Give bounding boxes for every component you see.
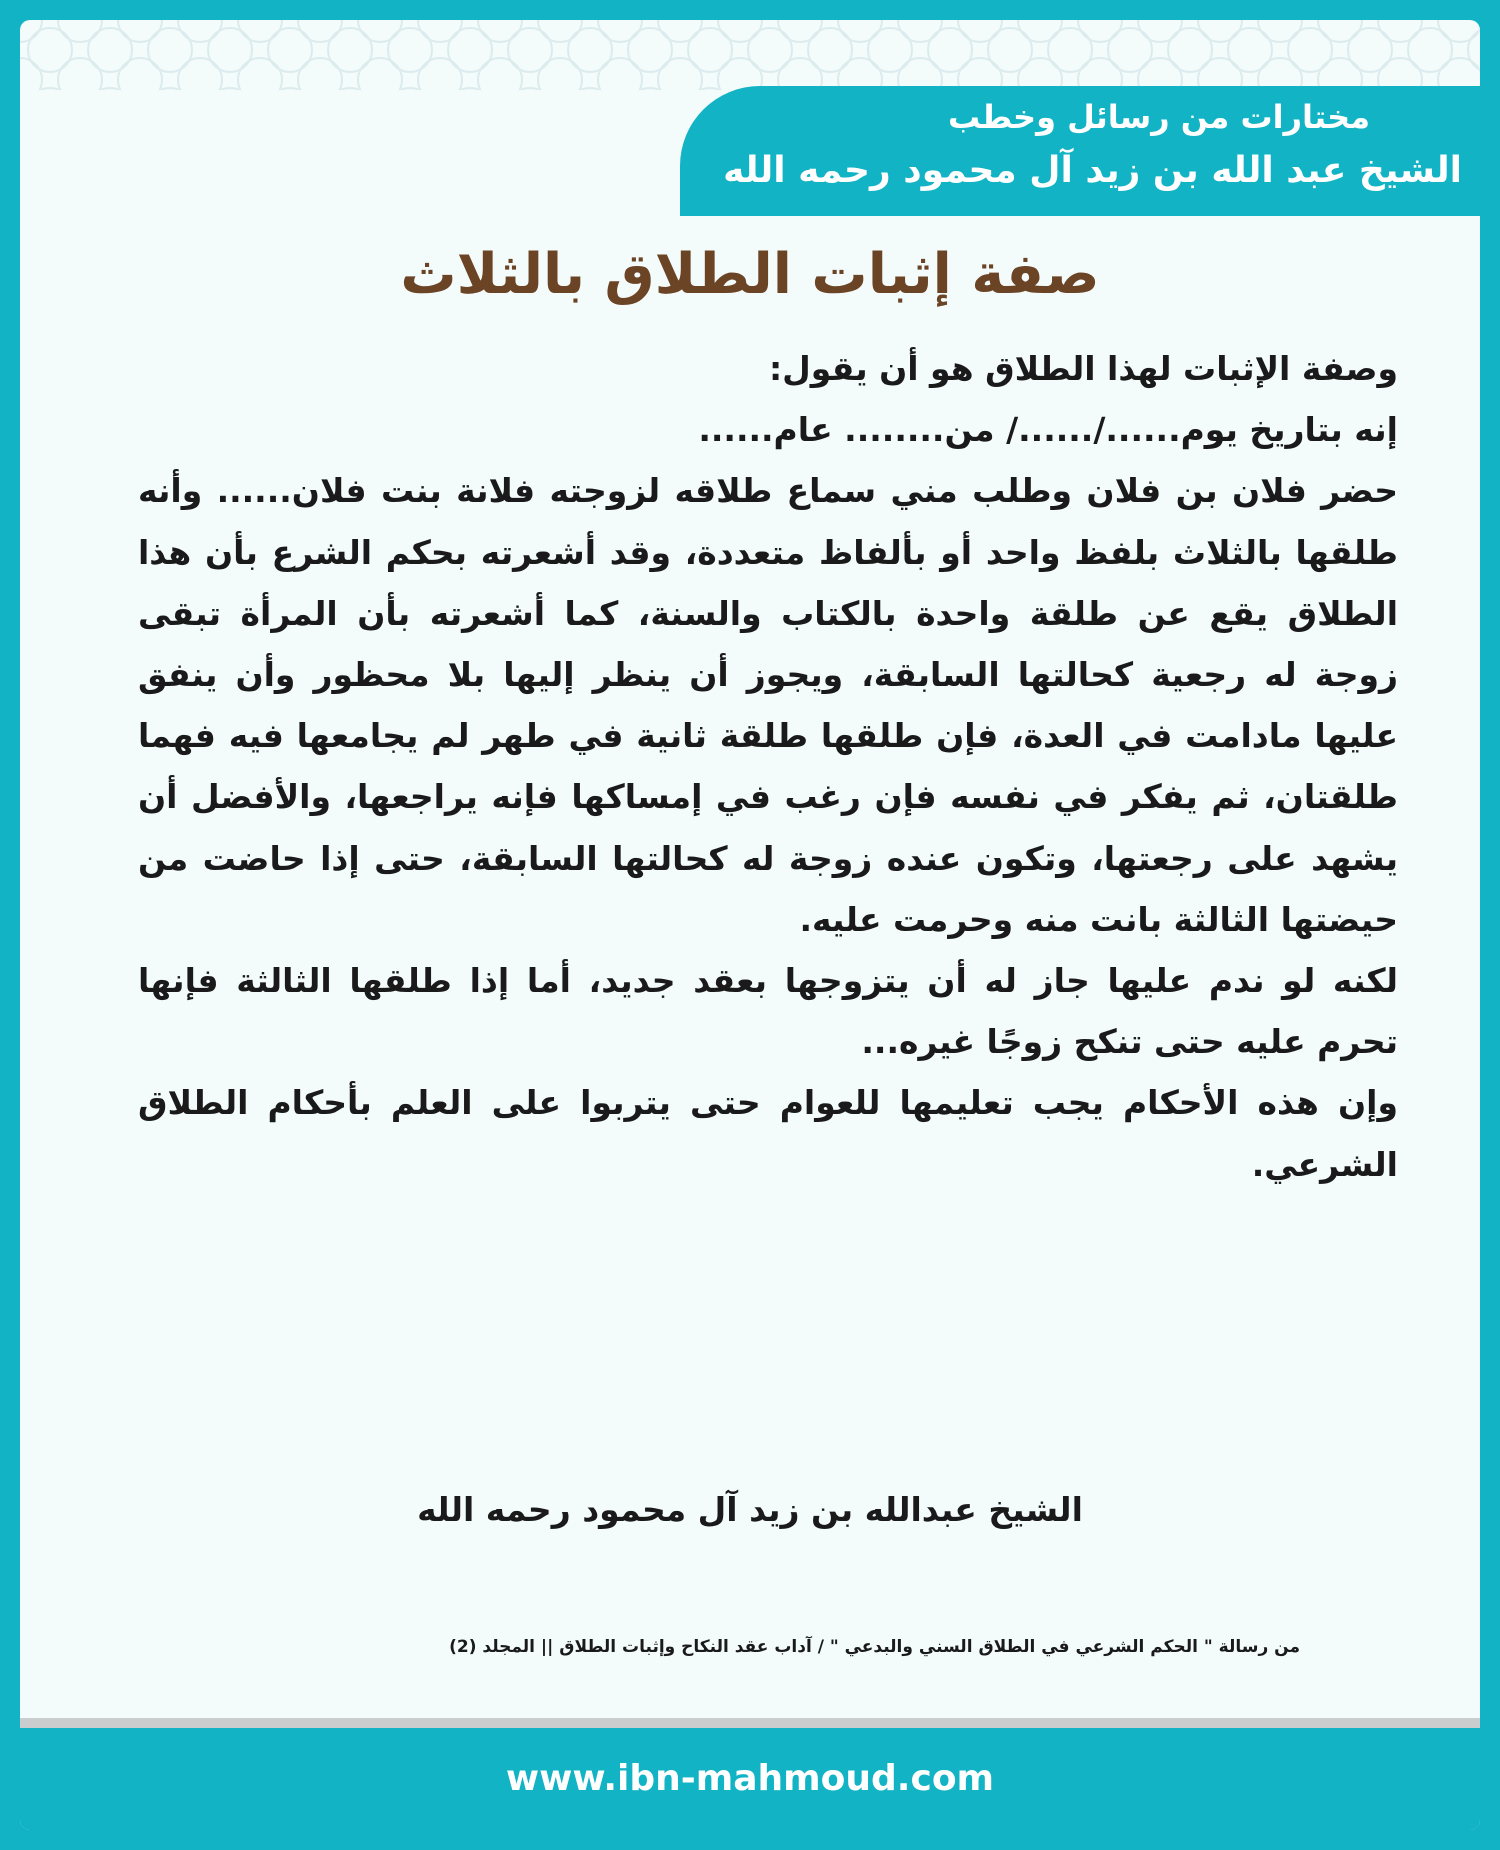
paragraph: وإن هذه الأحكام يجب تعليمها للعوام حتى يتربوا على العلم بأحكام الطلاق الشرعي. — [138, 1083, 1398, 1184]
paragraph: وصفة الإثبات لهذا الطلاق هو أن يقول: — [768, 349, 1398, 388]
decorative-pattern — [20, 20, 1480, 90]
website-link[interactable]: www.ibn-mahmoud.com — [505, 1758, 995, 1799]
document-card — [20, 20, 1480, 1830]
header-author: الشيخ عبد الله بن زيد آل محمود رحمه الله — [723, 150, 1462, 191]
footer — [20, 1728, 1480, 1830]
body-text — [138, 338, 1398, 1195]
paragraph: حضر فلان بن فلان وطلب مني سماع طلاقه لزوجته فلانة بنت فلان...... وأنه طلقها بالثلاث بلفظ واحد أو بألفاظ متعددة، وقد أشعرته بحكم الشرع بأن هذا الطلاق يقع عن طلقة واحدة بالكتاب والسنة، كما أشعرته بأن المرأة تبقى زوجة له رجعية كحالتها السابقة، ويجوز أن ينظر إليها بلا محظور وأن ينفق عليها مادامت في العدة، فإن طلقها طلقة ثانية في طهر لم يجامعها فيه فهما طلقتان، ثم يفكر في نفسه فإن رغب في إمساكها فإنه يراجعها، والأفضل أن يشهد على رجعتها، وتكون عنده زوجة له كحالتها السابقة، حتى إذا حاضت من حيضتها الثالثة بانت منه وحرمت عليه. — [138, 471, 1398, 939]
signature: الشيخ عبدالله بن زيد آل محمود رحمه الله — [417, 1490, 1083, 1529]
page-title: صفة إثبات الطلاق بالثلاث — [400, 242, 1100, 307]
paragraph: إنه بتاريخ يوم....../....../ من........ عام...... — [698, 410, 1398, 450]
footer-divider — [20, 1718, 1480, 1728]
header-banner — [680, 86, 1480, 216]
source-note: من رسالة " الحكم الشرعي في الطلاق السني والبدعي " / آداب عقد النكاح وإثبات الطلاق || المجلد (2) — [449, 1637, 1300, 1657]
header-subtitle: مختارات من رسائل وخطب — [947, 98, 1370, 136]
paragraph: لكنه لو ندم عليها جاز له أن يتزوجها بعقد جديد، أما إذا طلقها الثالثة فإنها تحرم عليه حتى تنكح زوجًا غيره... — [138, 961, 1398, 1062]
